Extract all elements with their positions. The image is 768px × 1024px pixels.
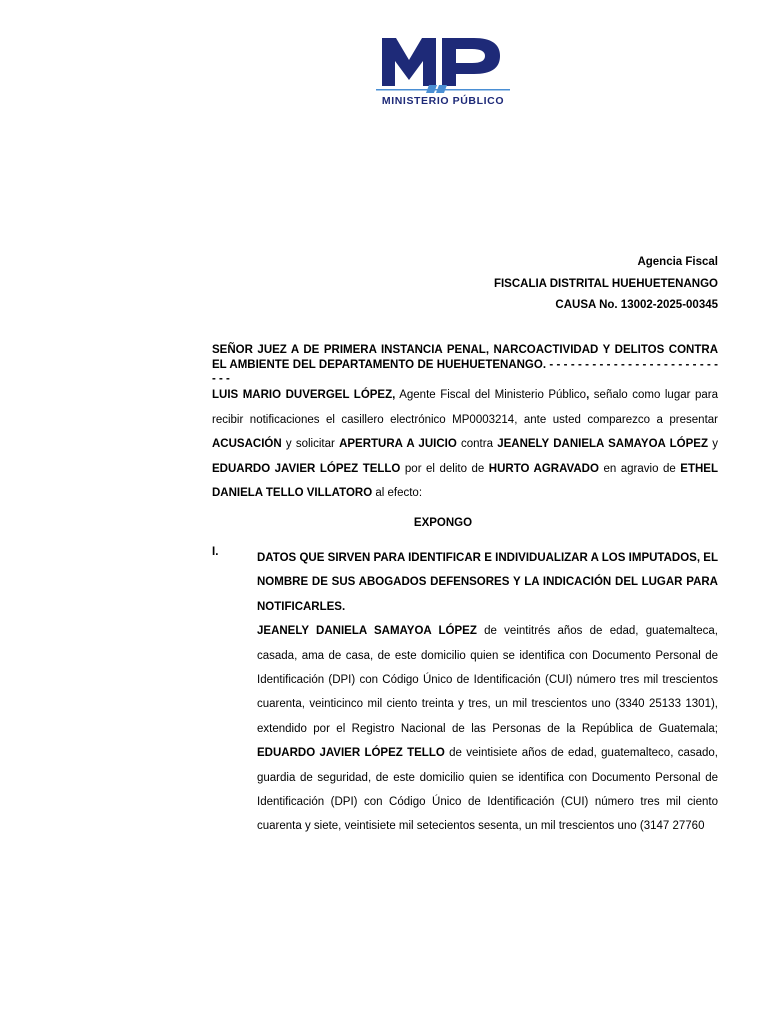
crime-name: HURTO AGRAVADO [488,462,599,475]
section-title: DATOS QUE SIRVEN PARA IDENTIFICAR E INDIVIDUALIZAR A LOS IMPUTADOS, EL NOMBRE DE SUS ABOGADOS DEFENSORES Y LA INDICACIÓN DEL LUGAR PARA NOTIFICARLES. [257,552,718,613]
fiscalia-label: FISCALIA DISTRITAL HUEHUETENANGO [493,278,718,290]
prosecutor-name: LUIS MARIO DUVERGEL LÓPEZ, [212,389,396,401]
defendant-details: de veintitrés años de edad, guatemalteca, casada, ama de casa, de este domicilio quien se identifica con Documento Personal de Identificación (DPI) con Código Único de Identificación (CUI) número tres mil trescientos cuarenta, veinticinco mil ciento treinta y tres, un mil trescientos uno (3340 25133 1301), extendido por el Registro Nacional de las Personas de la República de Guatemala; [257,625,718,735]
addressee: SEÑOR JUEZ A DE PRIMERA INSTANCIA PENAL, NARCOACTIVIDAD Y DELITOS CONTRA EL AMBIENTE DEL DEPARTAMENTO DE HUEHUETENANGO. - - - - - - - - - - - - - - - - - - - - - - - - - - - [212,344,718,385]
victim-name: ETHEL DANIELA TELLO VILLATORO [212,462,718,499]
defendant-name: EDUARDO JAVIER LÓPEZ TELLO [212,462,401,475]
intro-text: Agente Fiscal del Ministerio Público [395,389,587,401]
intro-text: , [586,389,590,401]
intro-bold: APERTURA A JUICIO [339,438,457,450]
case-number: CAUSA No. 13002-2025-00345 [555,299,718,311]
intro-text: por el delito de [400,462,489,475]
intro-text: señalo como lugar para recibir notificaciones el casillero electrónico MP0003214, ante usted comparezco a presentar [212,389,718,426]
agency-label: Agencia Fiscal [637,256,718,268]
intro-paragraph [212,383,718,506]
logo-caption: MINISTERIO PÚBLICO [381,95,505,107]
intro-bold: ACUSACIÓN [212,438,282,450]
section-heading: EXPONGO [413,517,473,529]
section-body [257,546,718,839]
intro-text: y solicitar [281,438,340,450]
defendant-name: JEANELY DANIELA SAMAYOA LÓPEZ [497,438,708,450]
defendant-details: de veintisiete años de edad, guatemalteco, casado, guardia de seguridad, de este domicilio quien se identifica con Documento Personal de Identificación (DPI) con Código Único de Identificación (CUI) número tres mil ciento cuarenta y siete, veintisiete mil setecientos sesenta, un mil trescientos uno (3147 27760 [257,747,718,833]
intro-text: en agravio de [598,462,681,475]
intro-text: contra [456,438,498,450]
intro-text: y [708,438,718,450]
section-number: I. [212,546,219,558]
intro-text: al efecto: [372,487,423,499]
defendant-name: EDUARDO JAVIER LÓPEZ TELLO [257,747,445,760]
defendant-name: JEANELY DANIELA SAMAYOA LÓPEZ [257,625,477,638]
